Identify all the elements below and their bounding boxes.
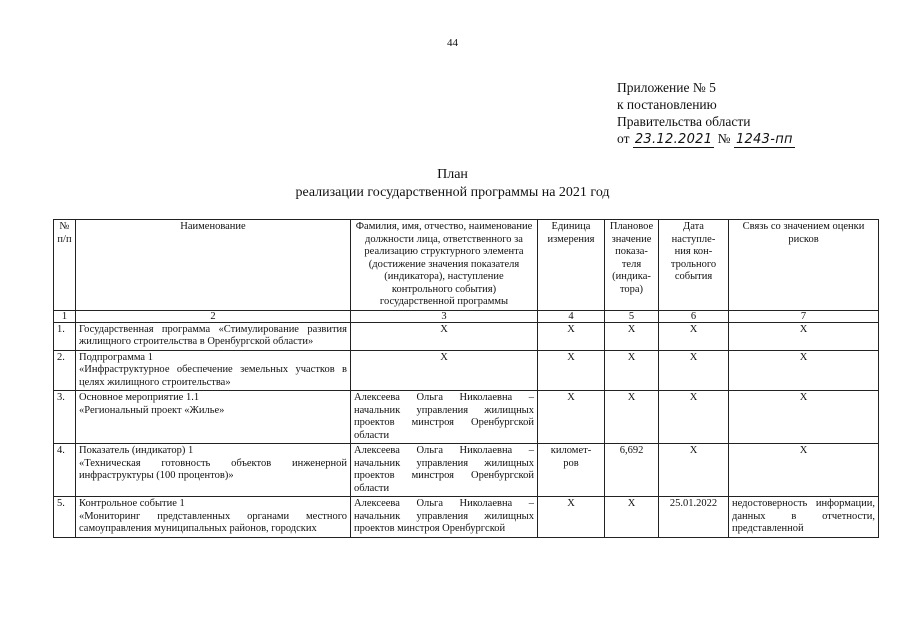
table-row (54, 497, 879, 538)
appendix-date-line (617, 130, 795, 148)
appendix-line-2: к постановлению (617, 97, 717, 112)
column-number: 4 (538, 310, 605, 322)
column-number: 1 (54, 310, 76, 322)
header-cell: Фамилия, имя, отчество, наименование должности лица, ответственного за реализацию структурного элемента (достижение значения показателя (индикатора), наступление контрольного события) государственной программы (351, 220, 538, 311)
title-line-2: реализации государственной программы на 2021 год (295, 185, 610, 200)
header-cell: Единица измерения (538, 220, 605, 311)
header-cell: № п/п (54, 220, 76, 311)
column-number: 2 (76, 310, 351, 322)
table-cell: X (659, 322, 729, 350)
header-row (54, 220, 879, 311)
handwritten-date: 23.12.2021 (634, 132, 713, 147)
table-cell: Алексеева Ольга Николаевна – начальник управления жилищных проектов минстроя Оренбургской области (351, 391, 538, 444)
column-number: 6 (659, 310, 729, 322)
table-cell: X (605, 497, 659, 538)
table-body (54, 322, 879, 537)
table-cell: X (729, 444, 879, 497)
table-cell: X (605, 322, 659, 350)
table-row (54, 322, 879, 350)
table-cell: Основное мероприятие 1.1 «Региональный проект «Жилье» (76, 391, 351, 444)
table-row (54, 350, 879, 391)
column-number: 7 (729, 310, 879, 322)
table-cell: 3. (54, 391, 76, 444)
table-row (54, 444, 879, 497)
plan-table (53, 219, 879, 538)
table-cell: 2. (54, 350, 76, 391)
table-cell: Алексеева Ольга Николаевна – начальник управления жилищных проектов минстроя Оренбургской области (351, 444, 538, 497)
table-cell: X (538, 497, 605, 538)
table-cell: 4. (54, 444, 76, 497)
title-line-1: План (437, 167, 468, 182)
document-title (0, 166, 905, 202)
table-cell: X (538, 391, 605, 444)
appendix-block (617, 79, 795, 148)
table-cell: Государственная программа «Стимулирование развития жилищного строительства в Оренбургской области» (76, 322, 351, 350)
table-cell: километ- ров (538, 444, 605, 497)
header-cell: Плановое значение показа- теля (индика- тора) (605, 220, 659, 311)
appendix-line-3: Правительства области (617, 114, 751, 129)
table-cell: X (659, 350, 729, 391)
table-cell: X (605, 350, 659, 391)
table-cell: X (659, 444, 729, 497)
column-number: 5 (605, 310, 659, 322)
table-cell: X (538, 350, 605, 391)
column-number-row (54, 310, 879, 322)
table-cell: X (729, 391, 879, 444)
table-row (54, 391, 879, 444)
table-cell: Алексеева Ольга Николаевна – начальник управления жилищных проектов минстроя Оренбургской (351, 497, 538, 538)
table-cell: X (659, 391, 729, 444)
table-cell: Показатель (индикатор) 1 «Техническая готовность объектов инженерной инфраструктуры (100 процентов)» (76, 444, 351, 497)
table-cell: 6,692 (605, 444, 659, 497)
date-prefix: от (617, 131, 630, 146)
table-cell: X (729, 322, 879, 350)
table-cell: X (729, 350, 879, 391)
table-cell: X (605, 391, 659, 444)
table-cell: Контрольное событие 1 «Мониторинг представленных органами местного самоуправления муниципальных районов, городских (76, 497, 351, 538)
column-number: 3 (351, 310, 538, 322)
table-cell: X (351, 322, 538, 350)
table-cell: 5. (54, 497, 76, 538)
header-cell: Связь со значением оценки рисков (729, 220, 879, 311)
number-prefix: № (717, 131, 731, 146)
table-cell: 1. (54, 322, 76, 350)
table-cell: 25.01.2022 (659, 497, 729, 538)
header-cell: Дата наступле- ния кон- трольного события (659, 220, 729, 311)
page-number: 44 (447, 37, 458, 49)
table-cell: X (351, 350, 538, 391)
header-cell: Наименование (76, 220, 351, 311)
table-cell: недостоверность информации, данных в отчетности, представленной (729, 497, 879, 538)
table-cell: Подпрограмма 1 «Инфраструктурное обеспечение земельных участков в целях жилищного строительства» (76, 350, 351, 391)
appendix-line-1: Приложение № 5 (617, 80, 716, 95)
handwritten-number: 1243-пп (735, 132, 793, 147)
table-cell: X (538, 322, 605, 350)
